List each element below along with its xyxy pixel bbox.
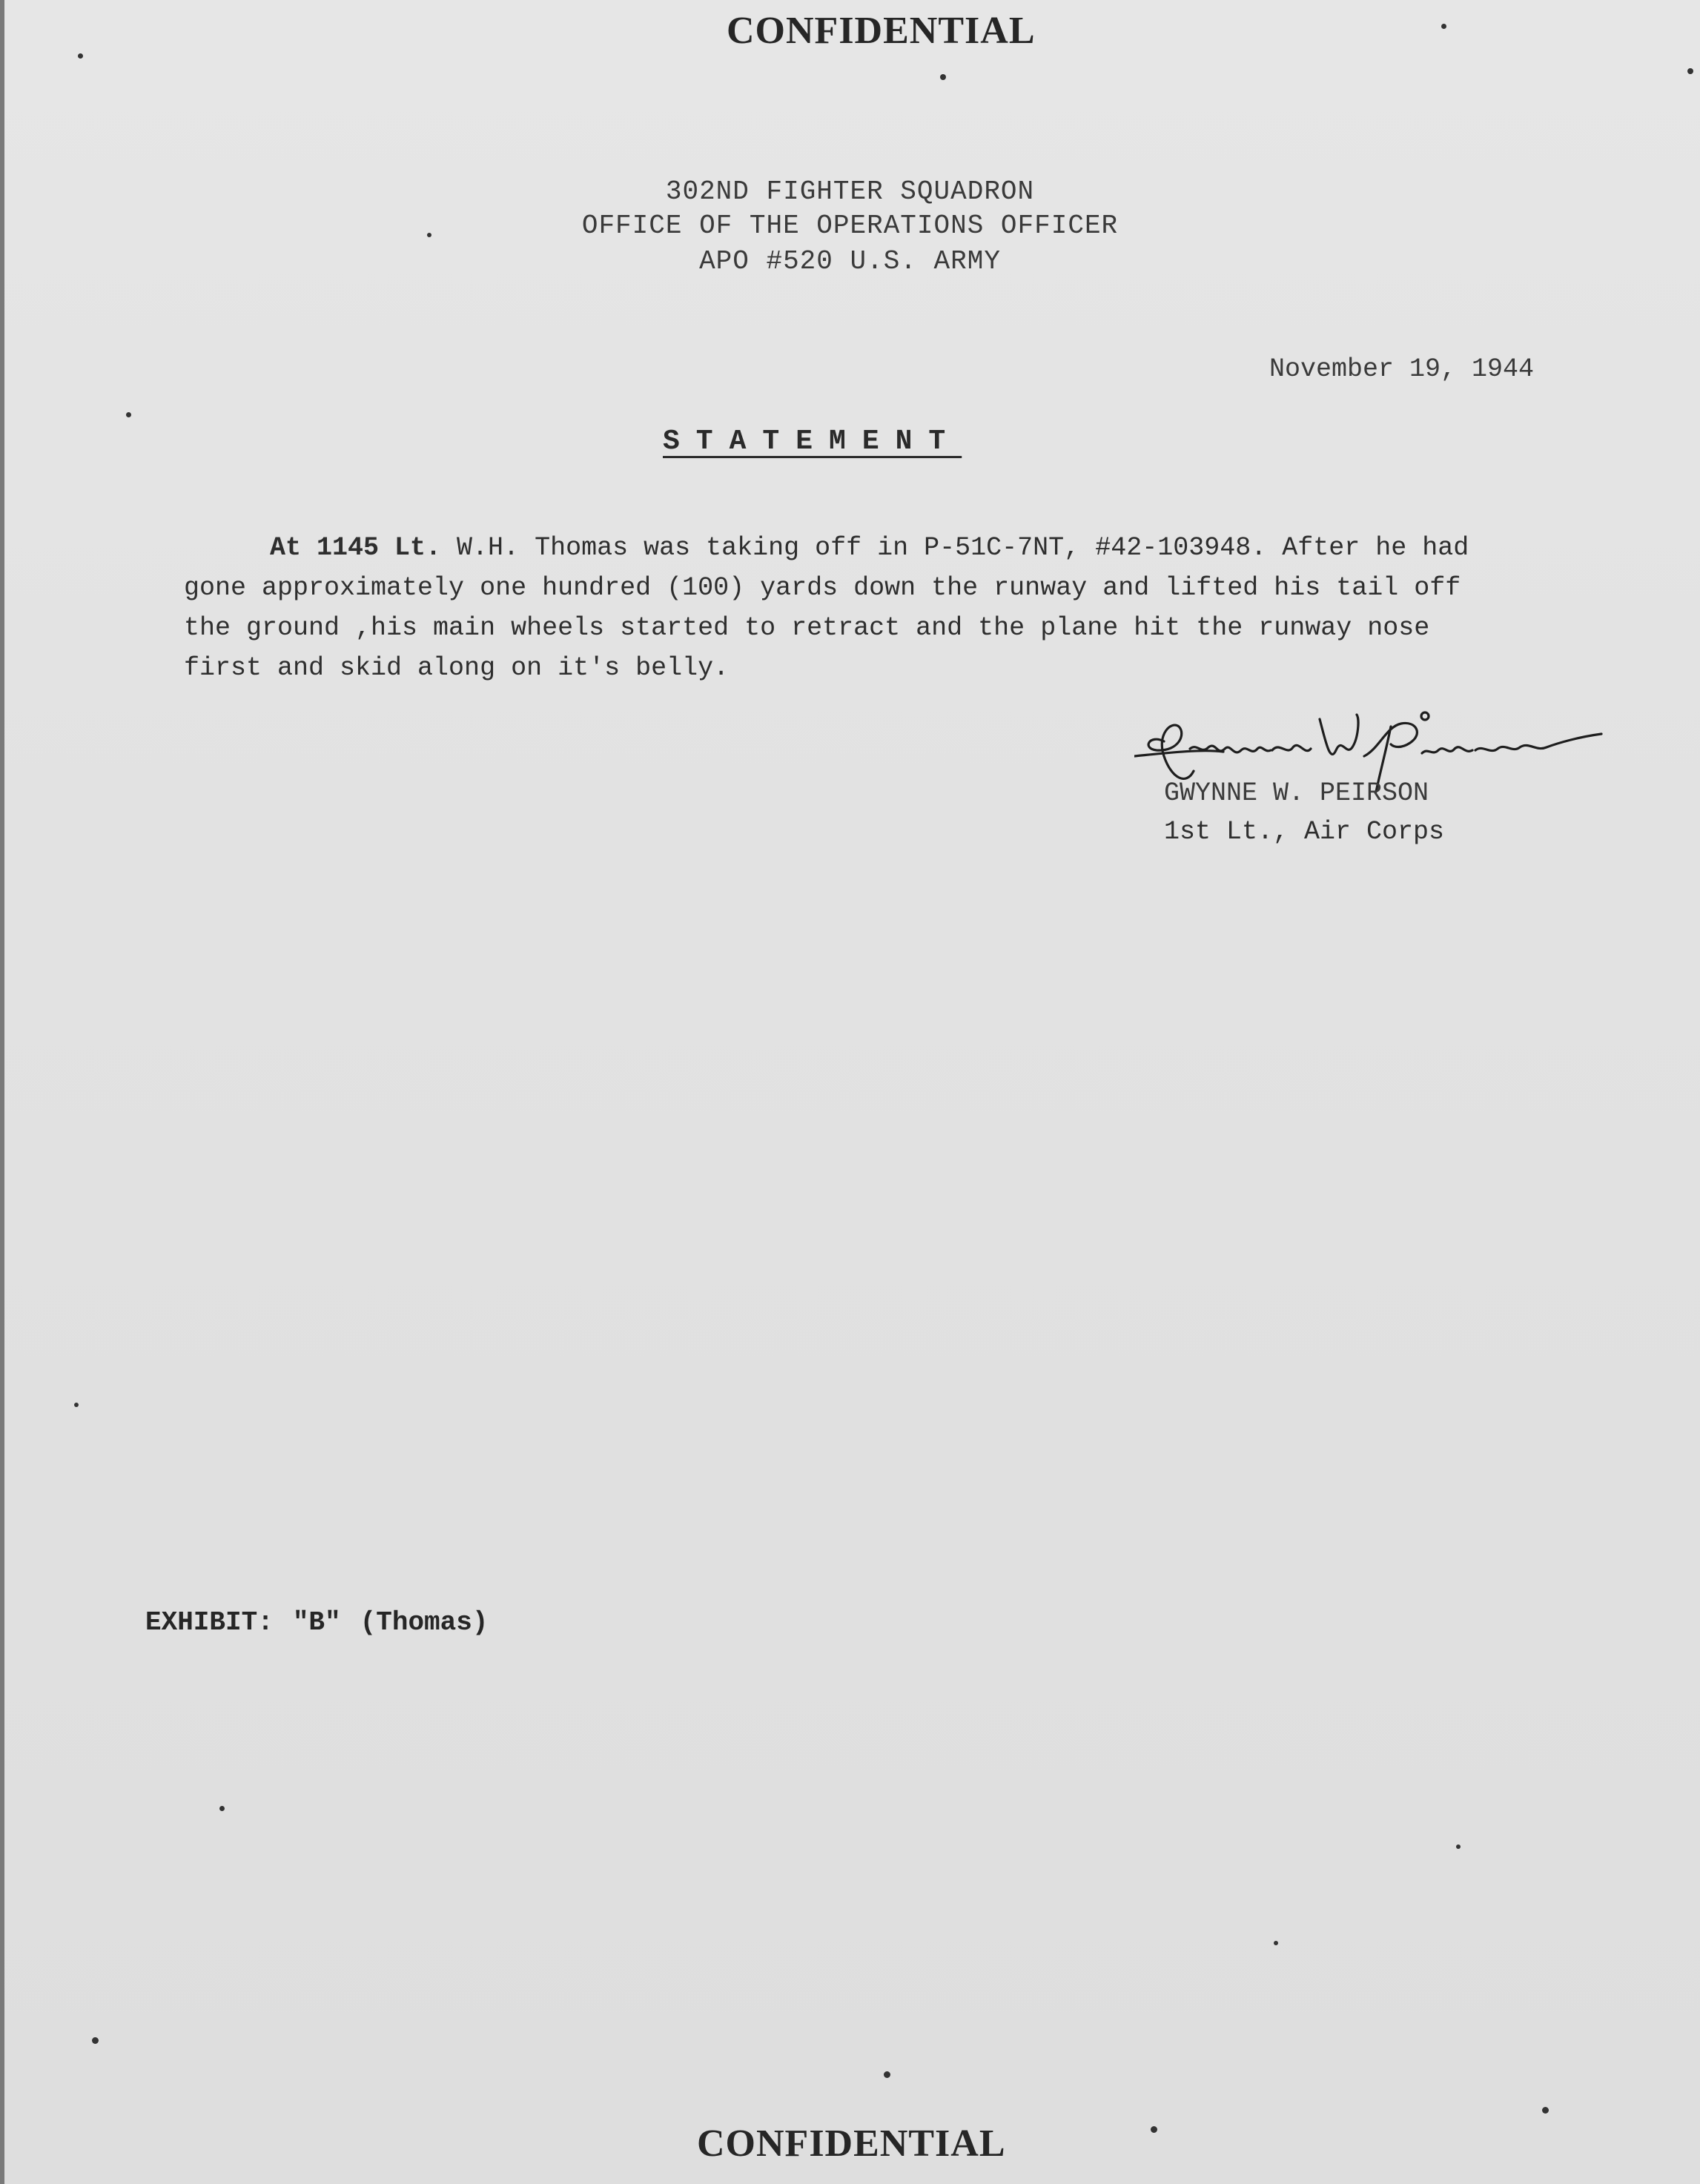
confidential-stamp-bottom: CONFIDENTIAL — [697, 2122, 1006, 2165]
signer-rank: 1st Lt., Air Corps — [1164, 817, 1445, 847]
dust-speck — [219, 1806, 225, 1811]
body-line-4: first and skid along on it's belly. — [184, 653, 730, 683]
letterhead-unit: 302ND FIGHTER SQUADRON — [665, 176, 1035, 207]
dust-speck — [74, 1403, 79, 1407]
document-date: November 19, 1944 — [1269, 354, 1535, 384]
body-line-1-bold: At 1145 Lt. — [270, 533, 442, 563]
dust-speck — [1456, 1844, 1461, 1849]
dust-speck — [1542, 2107, 1549, 2114]
statement-body — [184, 528, 1652, 688]
body-line-1-rest: W.H. Thomas was taking off in P-51C-7NT, #42-103948. After he had — [441, 533, 1469, 563]
document-title: STATEMENT — [663, 426, 962, 457]
confidential-stamp-top: CONFIDENTIAL — [727, 10, 1036, 52]
exhibit-prefix: EXHIBIT: — [145, 1607, 274, 1638]
exhibit-label — [145, 1607, 507, 1638]
page-edge-shadow — [0, 0, 4, 2184]
body-line-3: the ground ,his main wheels started to retract and the plane hit the runway nose — [184, 613, 1430, 643]
dust-speck — [78, 53, 83, 59]
exhibit-subject: (Thomas) — [360, 1607, 489, 1638]
dust-speck — [884, 2071, 890, 2078]
dust-speck — [1274, 1941, 1278, 1945]
body-line-2: gone approximately one hundred (100) yards down the runway and lifted his tail off — [184, 573, 1461, 603]
letterhead-office: OFFICE OF THE OPERATIONS OFFICER — [581, 211, 1119, 241]
dust-speck — [92, 2037, 99, 2044]
letterhead-apo: APO #520 U.S. ARMY — [699, 246, 1001, 277]
dust-speck — [427, 233, 431, 237]
dust-speck — [940, 74, 946, 80]
dust-speck — [126, 412, 131, 417]
body-line-1 — [184, 528, 1652, 568]
dust-speck — [1151, 2126, 1157, 2133]
dust-speck — [1687, 68, 1693, 74]
dust-speck — [1441, 24, 1446, 29]
signer-name: GWYNNE W. PEIRSON — [1164, 778, 1429, 808]
exhibit-letter: "B" — [292, 1607, 341, 1638]
